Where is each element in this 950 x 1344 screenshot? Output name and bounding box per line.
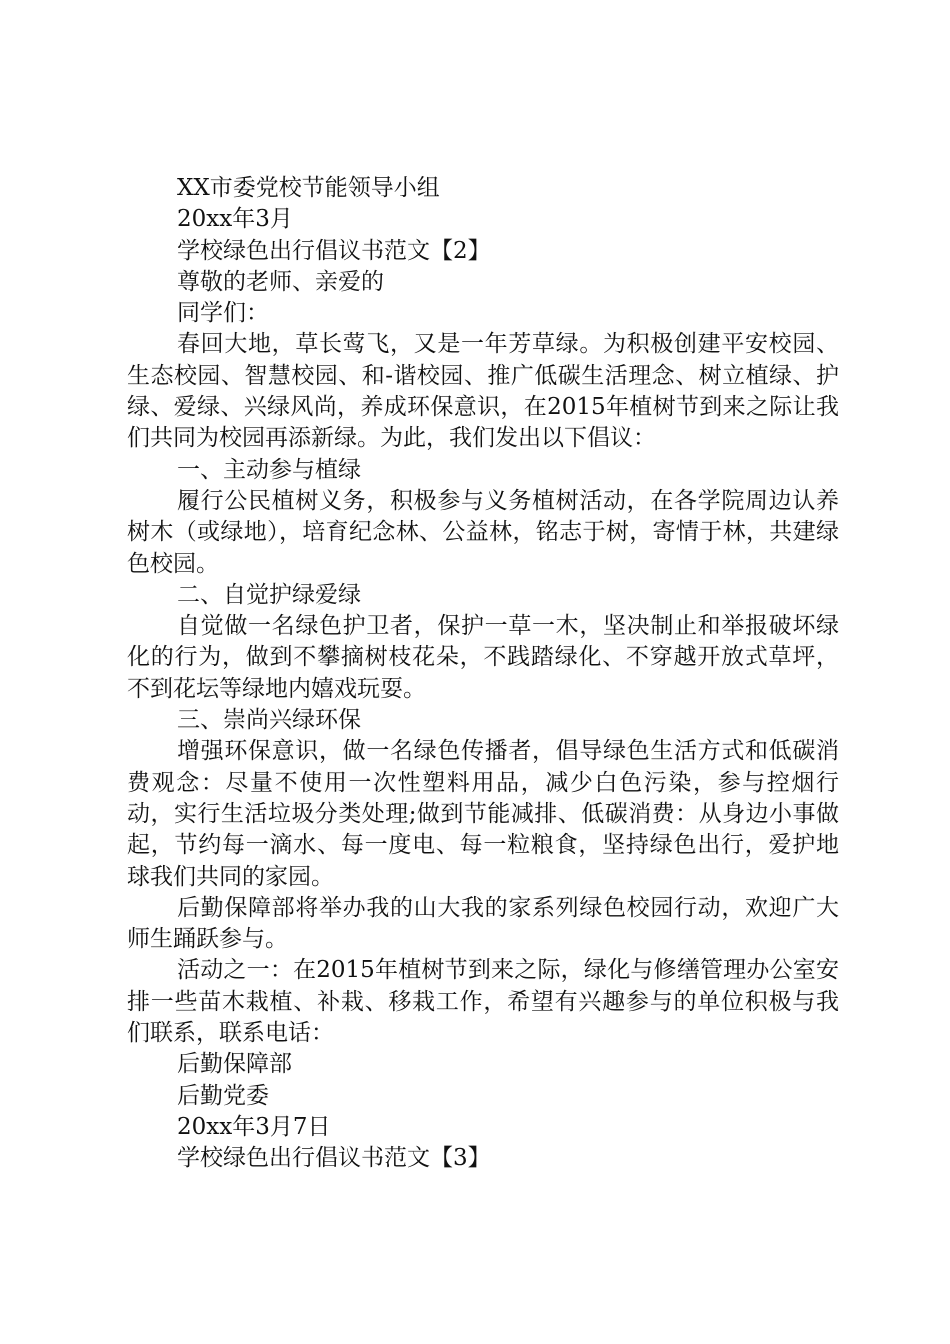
salutation-line-2: 同学们： — [177, 300, 269, 327]
signature-org: XX市委党校节能领导小组 — [177, 175, 440, 201]
signature-date: 20xx年3月 — [177, 206, 293, 233]
heading-1: 一、主动参与植绿 — [177, 456, 361, 483]
body-paragraph-5: 活动之一：在2015年植树节到来之际，绿化与修缮管理办公室安排一些苗木栽植、补栽、移栽工作，希望有兴趣参与的单位积极与我们联系，联系电话： — [127, 957, 839, 1047]
body-paragraph-1: 履行公民植树义务，积极参与义务植树活动，在各学院周边认养树木（或绿地），培育纪念林、公益林，铭志于树，寄情于林，共建绿色校园。 — [127, 487, 839, 577]
heading-3: 三、崇尚兴绿环保 — [177, 707, 361, 734]
document-page — [127, 173, 839, 1175]
body-paragraph-4: 后勤保障部将举办我的山大我的家系列绿色校园行动，欢迎广大师生踊跃参与。 — [127, 894, 839, 953]
salutation-line-1: 尊敬的老师、亲爱的 — [177, 268, 384, 295]
sign-committee: 后勤党委 — [177, 1082, 269, 1109]
heading-2: 二、自觉护绿爱绿 — [177, 581, 361, 608]
section-title-2: 学校绿色出行倡议书范文【2】 — [177, 237, 491, 264]
body-paragraph-3: 增强环保意识，做一名绿色传播者，倡导绿色生活方式和低碳消费观念：尽量不使用一次性塑料用品，减少白色污染，参与控烟行动，实行生活垃圾分类处理;做到节能减排、低碳消费：从身边小事做起，节约每一滴水、每一度电、每一粒粮食，坚持绿色出行，爱护地球我们共同的家园。 — [127, 738, 839, 890]
sign-date: 20xx年3月7日 — [177, 1113, 331, 1140]
intro-paragraph: 春回大地，草长莺飞，又是一年芳草绿。为积极创建平安校园、生态校园、智慧校园、和-谐校园、推广低碳生活理念、树立植绿、护绿、爱绿、兴绿风尚，养成环保意识，在2015年植树节到来之际让我们共同为校园再添新绿。为此，我们发出以下倡议： — [127, 331, 839, 452]
body-paragraph-2: 自觉做一名绿色护卫者，保护一草一木，坚决制止和举报破坏绿化的行为，做到不攀摘树枝花朵，不践踏绿化、不穿越开放式草坪，不到花坛等绿地内嬉戏玩耍。 — [127, 613, 839, 702]
section-title-3: 学校绿色出行倡议书范文【3】 — [177, 1145, 491, 1172]
sign-department: 后勤保障部 — [177, 1051, 292, 1078]
